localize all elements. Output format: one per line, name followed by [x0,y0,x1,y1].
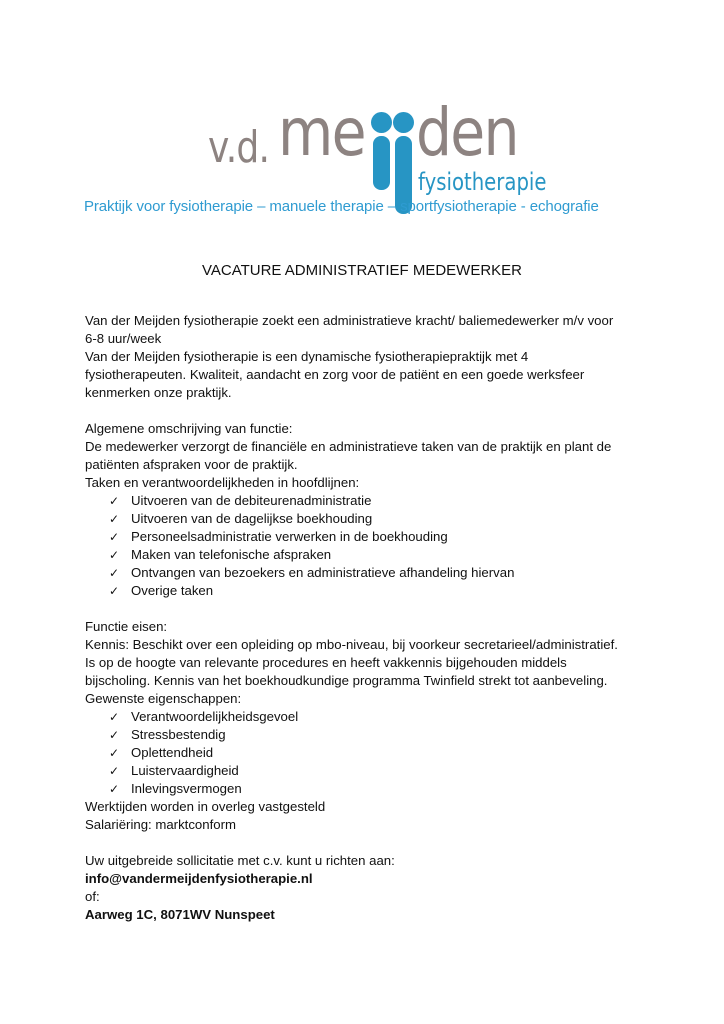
document-body [85,312,645,924]
list-item-label: Ontvangen van bezoekers en administratieve afhandeling hiervan [131,565,515,580]
props-heading: Gewenste eigenschappen: [85,691,242,706]
list-item [109,708,645,726]
list-item [109,780,645,798]
list-item-label: Maken van telefonische afspraken [131,547,332,562]
list-item-label: Overige taken [131,583,214,598]
properties-list [85,708,645,798]
werktijden-text: Werktijden worden in overleg vastgesteld [85,799,326,814]
eisen-line: Is op de hoogte van relevante procedures en heeft vakkennis bijgehouden middels [85,655,567,670]
functie-heading: Algemene omschrijving van functie: [85,421,293,436]
contact-intro: Uw uitgebreide sollicitatie met c.v. kunt u richten aan: [85,853,395,868]
list-item-label: Verantwoordelijkheidsgevoel [131,709,299,724]
list-item-label: Luistervaardigheid [131,763,239,778]
check-icon: ✓ [109,728,120,742]
check-icon: ✓ [109,584,120,598]
logo-me-text: me [278,94,365,171]
logo-bar-i [373,136,390,190]
intro-line: Van der Meijden fysiotherapie zoekt een administratieve kracht/ baliemedewerker m/v voor [85,313,614,328]
logo-den-text: den [416,94,518,171]
salaris-text: Salariëring: marktconform [85,817,236,832]
list-item [109,726,645,744]
list-item [109,546,645,564]
check-icon: ✓ [109,548,120,562]
list-item [109,564,645,582]
page-title: VACATURE ADMINISTRATIEF MEDEWERKER [201,262,523,279]
list-item-label: Stressbestendig [131,727,226,742]
list-item [109,582,645,600]
contact-address: Aarweg 1C, 8071WV Nunspeet [85,907,275,922]
list-item [109,510,645,528]
tasks-list [85,492,645,600]
eisen-line: Kennis: Beschikt over een opleiding op mbo-niveau, bij voorkeur secretarieel/administratief. [85,637,618,652]
logo-subtitle: fysiotherapie [418,168,547,196]
company-logo [208,82,547,197]
intro-line: fysiotherapeuten. Kwaliteit, aandacht en zorg voor de patiënt en een goede werksfeer [85,367,585,382]
functie-line: De medewerker verzorgt de financiële en administratieve taken van de praktijk en plant de [85,439,612,454]
spacer [85,834,645,852]
spacer [85,600,645,618]
contact-email[interactable]: info@vandermeijdenfysiotherapie.nl [85,871,313,886]
check-icon: ✓ [109,782,120,796]
list-item [109,528,645,546]
functie-line: patiënten afspraken voor de praktijk. [85,457,298,472]
tasks-heading: Taken en verantwoordelijkheden in hoofdlijnen: [85,475,360,490]
list-item [109,762,645,780]
check-icon: ✓ [109,746,120,760]
eisen-line: bijscholing. Kennis van het boekhoudkundige programma Twinfield strekt tot aanbeveling. [85,673,608,688]
intro-line: Van der Meijden fysiotherapie is een dynamische fysiotherapiepraktijk met 4 [85,349,529,364]
list-item-label: Uitvoeren van de debiteurenadministratie [131,493,372,508]
contact-of: of: [85,889,100,904]
list-item [109,744,645,762]
list-item-label: Uitvoeren van de dagelijkse boekhouding [131,511,373,526]
logo-dot-right [393,112,414,133]
logo-dot-left [371,112,392,133]
list-item-label: Inlevingsvermogen [131,781,242,796]
tagline: Praktijk voor fysiotherapie – manuele therapie – sportfysiotherapie - echografie [84,198,599,215]
list-item-label: Personeelsadministratie verwerken in de boekhouding [131,529,448,544]
check-icon: ✓ [109,566,120,580]
check-icon: ✓ [109,764,120,778]
check-icon: ✓ [109,530,120,544]
list-item [109,492,645,510]
logo-vd-text: v.d. [208,122,270,173]
check-icon: ✓ [109,494,120,508]
eisen-heading: Functie eisen: [85,619,168,634]
check-icon: ✓ [109,512,120,526]
list-item-label: Oplettendheid [131,745,214,760]
spacer [85,402,645,420]
check-icon: ✓ [109,710,120,724]
intro-line: 6-8 uur/week [85,331,162,346]
intro-line: kenmerken onze praktijk. [85,385,232,400]
